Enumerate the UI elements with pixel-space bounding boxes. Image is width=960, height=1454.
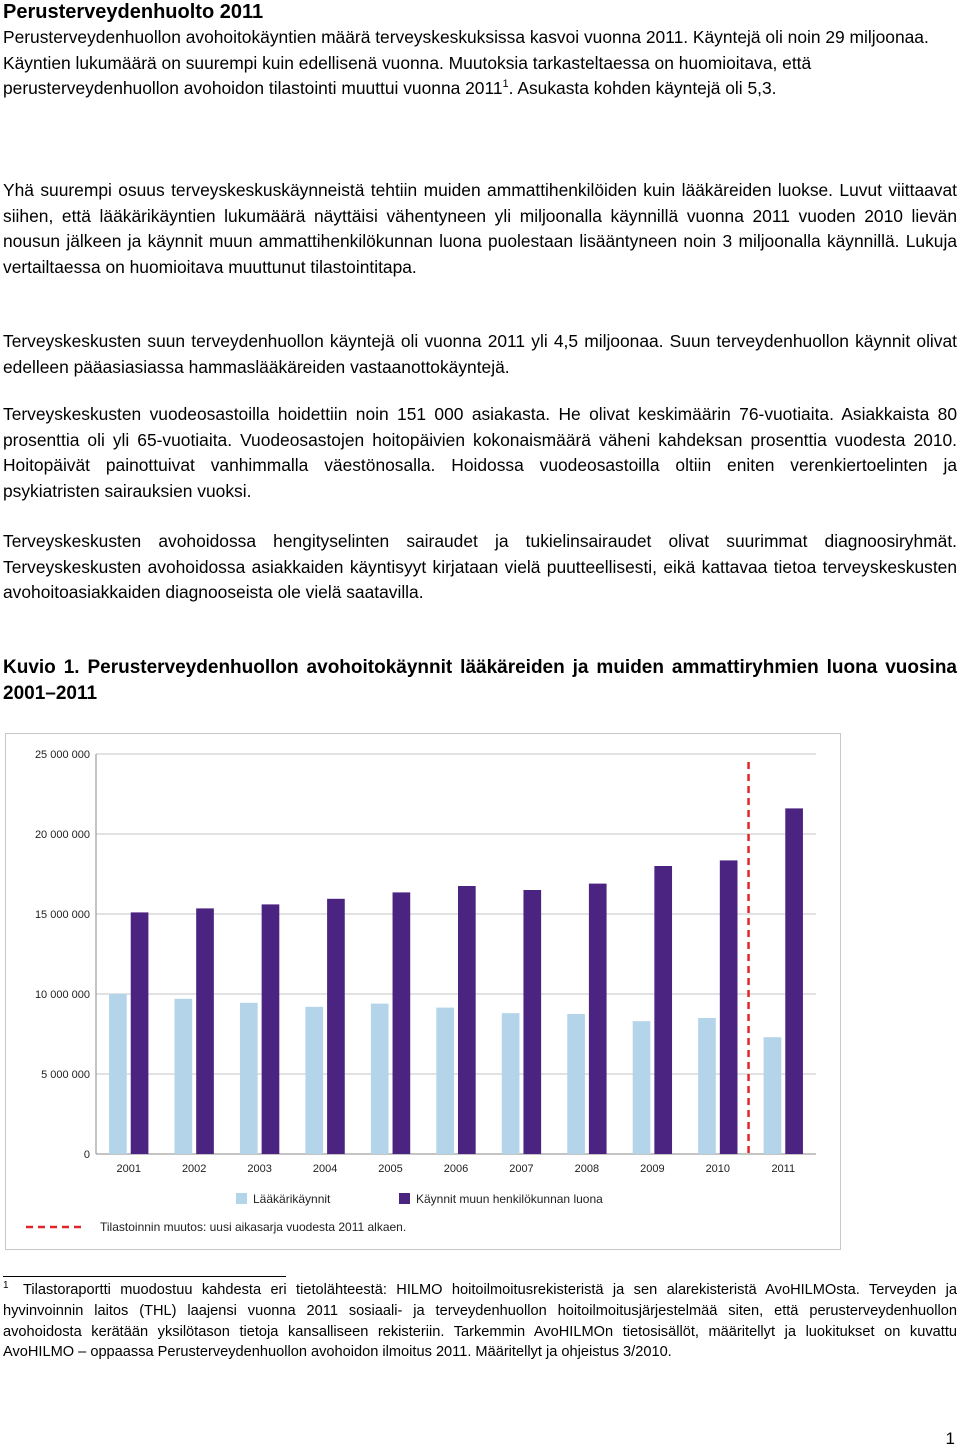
paragraph-wards: Terveyskeskusten vuodeosastoilla hoidettiin noin 151 000 asiakasta. He olivat keskimäärin 76-vuotiaita. Asiakkaista 80 prosenttia oli yli 65-vuotiaita. Vuodeosastojen hoitopäivien kokonaismäärä väheni kahdeksan prosenttia vuodesta 2010. Hoitopäivät painottuivat vanhimmalla väestönosalla. Hoidossa vuodeosastoilla oltiin eniten verenkiertoelinten ja psykiatristen sairauksien vuoksi. (3, 404, 957, 501)
x-tick-label: 2002 (181, 1163, 207, 1175)
paragraph-intro (3, 25, 957, 102)
bar-muu-henkilokunta (131, 912, 149, 1154)
bar-muu-henkilokunta (720, 860, 738, 1154)
y-tick-label: 0 (83, 1149, 90, 1161)
bar-laakarikaynnit (567, 1014, 585, 1154)
bar-laakarikaynnit (436, 1008, 454, 1154)
y-tick-label: 10 000 000 (34, 989, 90, 1001)
bar-muu-henkilokunta (523, 890, 541, 1154)
x-tick-label: 2001 (116, 1163, 141, 1175)
paragraph-dental: Terveyskeskusten suun terveydenhuollon käyntejä oli vuonna 2011 yli 4,5 miljoonaa. Suun terveydenhuollon käynnit olivat edelleen pääasiasiassa hammaslääkäreiden vastaanottokäyntejä. (3, 331, 957, 377)
footnote-rule (3, 1276, 286, 1277)
y-tick-label: 25 000 000 (34, 749, 90, 761)
x-tick-label: 2004 (312, 1163, 338, 1175)
x-tick-label: 2010 (705, 1163, 731, 1175)
bar-muu-henkilokunta (262, 904, 280, 1154)
x-tick-label: 2005 (378, 1163, 403, 1175)
x-tick-label: 2008 (574, 1163, 600, 1175)
paragraph-intro-tail: . Asukasta kohden käyntejä oli 5,3. (508, 78, 777, 99)
bar-muu-henkilokunta (196, 908, 214, 1154)
legend-swatch (236, 1193, 247, 1204)
bar-laakarikaynnit (240, 1003, 258, 1154)
paragraph-intro-text: Perusterveydenhuollon avohoitokäyntien määrä terveyskeskuksissa kasvoi vuonna 2011. Käyntejä oli noin 29 miljoonaa. Käyntien lukumäärä on suurempi kuin edellisenä vuonna. Muutoksia tarkasteltaessa on huomioitava, että perusterveydenhuollon avohoidon tilastointi muuttui vuonna 2011 (3, 27, 929, 99)
bar-laakarikaynnit (698, 1018, 716, 1154)
page-number: 1 (945, 1429, 955, 1448)
paragraph-professionals: Yhä suurempi osuus terveyskeskuskäynneistä tehtiin muiden ammattihenkilöiden kuin lääkäreiden luokse. Luvut viittaavat siihen, että lääkärikäyntien lukumäärä näyttäisi vähentyneen yli miljoonalla käynnillä vuonna 2011 vuoden 2010 lievän nousun jälkeen ja käynnit muun ammattihenkilökunnan luona puolestaan lisääntyneen noin 3 miljoonalla käynnillä. Lukuja vertailtaessa on huomioitava muuttunut tilastointitapa. (3, 180, 957, 277)
legend-label: Käynnit muun henkilökunnan luona (416, 1192, 603, 1206)
y-tick-label: 5 000 000 (41, 1069, 90, 1081)
footnote-reference: 1 (502, 78, 509, 91)
bar-laakarikaynnit (764, 1037, 782, 1154)
figure-caption: Kuvio 1. Perusterveydenhuollon avohoitokäynnit lääkäreiden ja muiden ammattiryhmien luona vuosina 2001–2011 (3, 657, 957, 704)
bar-laakarikaynnit (305, 1007, 323, 1154)
bar-muu-henkilokunta (785, 808, 803, 1154)
bar-laakarikaynnit (175, 999, 193, 1154)
paragraph-diagnoses: Terveyskeskusten avohoidossa hengityselinten sairaudet ja tukielinsairaudet olivat suurimmat diagnoosiryhmät. Terveyskeskusten avohoidossa asiakkaiden käyntisyyt kirjataan vielä puutteellisesti, eikä kattavaa tietoa terveyskeskusten avohoitoasiakkaiden diagnooseista ole vielä saatavilla. (3, 531, 957, 603)
y-tick-label: 15 000 000 (34, 909, 90, 921)
bar-muu-henkilokunta (654, 866, 672, 1154)
x-tick-label: 2009 (640, 1163, 665, 1175)
legend-marker-label: Tilastoinnin muutos: uusi aikasarja vuodesta 2011 alkaen. (100, 1220, 407, 1234)
x-tick-label: 2011 (771, 1163, 796, 1175)
bar-laakarikaynnit (371, 1004, 389, 1154)
x-tick-label: 2003 (247, 1163, 272, 1175)
bar-muu-henkilokunta (327, 899, 345, 1154)
bar-laakarikaynnit (502, 1013, 520, 1154)
y-tick-label: 20 000 000 (34, 829, 90, 841)
bar-muu-henkilokunta (458, 886, 476, 1154)
bar-muu-henkilokunta (589, 884, 607, 1154)
bar-laakarikaynnit (109, 994, 127, 1154)
footnote: 1 Tilastoraportti muodostuu kahdesta eri tietolähteestä: HILMO hoitoilmoitusrekisteristä ja sen alarekisteristä AvoHILMOsta. Terveyden ja hyvinvoinnin laitos (THL) laajensi vuonna 2011 sosiaali- ja terveydenhuollon hoitoilmoitusjärjestelmää siten, että perusterveydenhuollon avohoidosta kerätään yksilötason tietoja kansalliseen rekisteriin. Tarkemmin AvoHILMOn tietosisällöt, määritellyt ja luokitukset on kuvattu AvoHILMO – oppaassa Perusterveydenhuollon avohoidon ilmoitus 2011. Määritellyt ja ohjeistus 3/2010. (3, 1280, 957, 1361)
chart-canvas (6, 734, 840, 1249)
footnote-text: Tilastoraportti muodostuu kahdesta eri tietolähteestä: HILMO hoitoilmoitusrekisteristä ja sen alarekisteristä AvoHILMOsta. Terveyden ja hyvinvoinnin laitos (THL) laajensi vuonna 2011 sosiaali- ja terveydenhuollon hoitoilmoitusjärjestelmää siten, että perusterveydenhuollon avohoidosta kerätään yksilötason tietoja kansalliseen rekisteriin. Tarkemmin AvoHILMOn tietosisällöt, määritellyt ja luokitukset on kuvattu AvoHILMO – oppaassa Perusterveydenhuollon avohoidon ilmoitus 2011. Määritellyt ja ohjeistus 3/2010. (3, 1282, 957, 1361)
legend-label: Lääkärikäynnit (253, 1192, 331, 1206)
x-tick-label: 2007 (509, 1163, 534, 1175)
legend-swatch (399, 1193, 410, 1204)
page-title: Perusterveydenhuolto 2011 (3, 1, 264, 23)
x-tick-label: 2006 (443, 1163, 469, 1175)
bar-laakarikaynnit (633, 1021, 651, 1154)
bar-chart (5, 733, 841, 1250)
bar-muu-henkilokunta (393, 892, 411, 1154)
